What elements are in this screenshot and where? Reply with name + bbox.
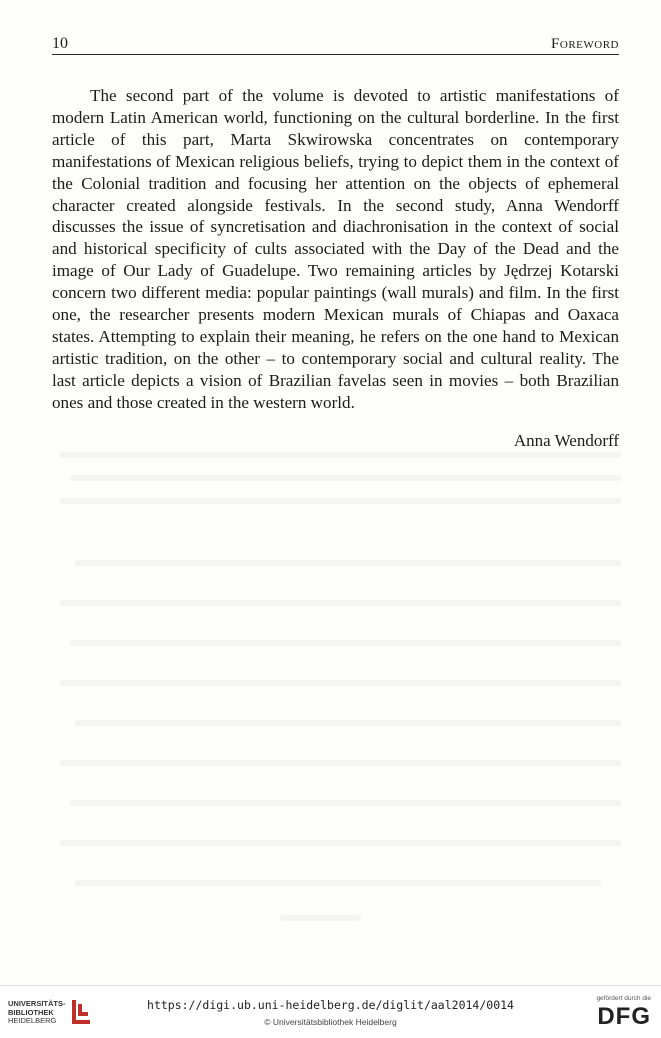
library-name-line2: BIBLIOTHEK	[8, 1007, 54, 1017]
page-number: 10	[52, 35, 68, 52]
bleed-through	[75, 560, 621, 566]
bleed-through	[70, 640, 621, 646]
running-head: Foreword	[551, 36, 619, 52]
copyright-notice: © Universitätsbibliothek Heidelberg	[264, 1017, 397, 1027]
bleed-through	[75, 720, 621, 726]
bleed-through	[70, 475, 621, 481]
dfg-logo[interactable]: DFG	[597, 1003, 651, 1030]
bleed-through	[60, 760, 621, 766]
bleed-through	[60, 452, 621, 458]
bleed-through	[280, 915, 361, 921]
bleed-through	[70, 800, 621, 806]
bleed-through	[60, 600, 621, 606]
bleed-through	[75, 880, 601, 886]
permalink-url[interactable]: https://digi.ub.uni-heidelberg.de/diglit/aal2014/0014	[147, 998, 514, 1012]
author-signature: Anna Wendorff	[513, 431, 619, 450]
viewer-footer	[0, 985, 661, 1038]
bleed-through	[60, 498, 621, 504]
bleed-through	[60, 840, 621, 846]
page-header	[52, 32, 619, 55]
library-name-line1: UNIVERSITÄTS-	[8, 999, 66, 1008]
body-paragraph: The second part of the volume is devoted to artistic manifestations of modern Latin American world, functioning on the cultural borderline. In the first article of this part, Marta Skwirowska concentrates on contemporary manifestations of Mexican religious beliefs, trying to depict them in the context of the Colonial tradition and focusing her attention on the objects of ephemeral character created alongside festivals. In the second study, Anna Wendorff discusses the issue of syncretisation and diachronisation in the context of social and historical specificity of cults associated with the Day of the Dead and the image of Our Lady of Guadelupe. Two remaining articles by Jędrzej Kotarski concern two different media: popular paintings (wall murals) and film. In the first one, the researcher presents modern Mexican murals of Chiapas and Oaxaca states. Attempting to explain their meaning, he refers on the one hand to Mexican artistic tradition, on the other – to contemporary social and cultural reality. The last article depicts a vision of Brazilian favelas seen in movies – both Brazilian ones and those created in the western world.	[52, 86, 619, 412]
library-name-line3: HEIDELBERG	[8, 1016, 57, 1025]
bleed-through	[60, 680, 621, 686]
funder-caption: gefördert durch die	[596, 995, 651, 1002]
